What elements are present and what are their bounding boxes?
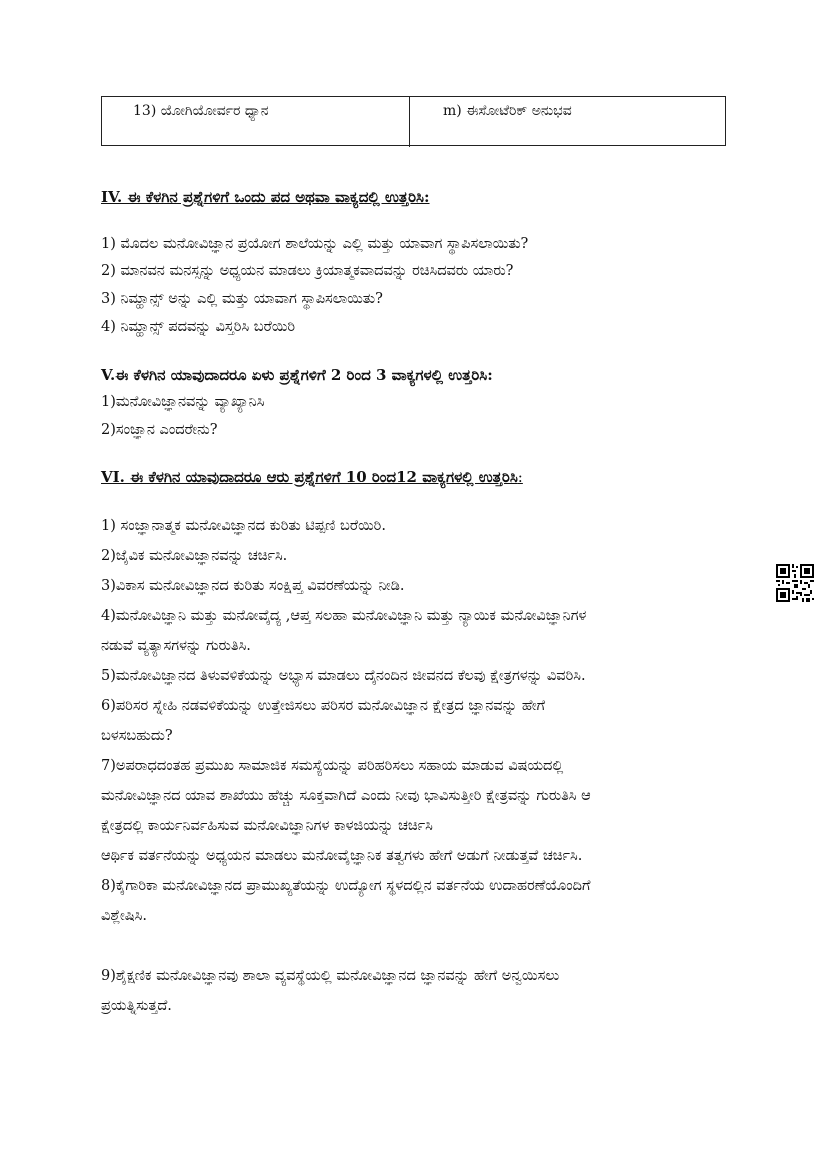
section-vi-heading <box>101 468 523 486</box>
section-iv-question: 4) ನಿಮ್ಹಾನ್ಸ್ ಪದವನ್ನು ವಿಸ್ತರಿಸಿ ಬರೆಯಿರಿ <box>101 319 296 335</box>
section-vi-line: 2)ಜೈವಿಕ ಮನೋವಿಜ್ಞಾನವನ್ನು ಚರ್ಚಿಸಿ. <box>101 548 288 564</box>
section-iv-question: 2) ಮಾನವನ ಮನಸ್ಸನ್ನು ಅಧ್ಯಯನ ಮಾಡಲು ಕ್ರಿಯಾತ್ಮಕವಾದವನ್ನು ರಚಿಸಿದವರು ಯಾರು? <box>101 263 514 279</box>
section-vi-heading-text: VI. ಈ ಕೆಳಗಿನ ಯಾವುದಾದರೂ ಆರು ಪ್ರಶ್ನೆಗಳಿಗೆ 10 ರಿಂದ12 ವಾಕ್ಯಗಳಲ್ಲಿ ಉತ್ತರಿಸಿ <box>101 468 518 486</box>
section-vi-line: 1) ಸಂಜ್ಞಾನಾತ್ಮಕ ಮನೋವಿಜ್ಞಾನದ ಕುರಿತು ಟಿಪ್ಪಣಿ ಬರೆಯಿರಿ. <box>101 518 386 534</box>
section-v-question: 1)ಮನೋವಿಜ್ಞಾನವನ್ನು ವ್ಯಾಖ್ಯಾನಿಸಿ <box>101 394 265 410</box>
section-vi-line: 9)ಶೈಕ್ಷಣಿಕ ಮನೋವಿಜ್ಞಾನವು ಶಾಲಾ ವ್ಯವಸ್ಥೆಯಲ್ಲಿ ಮನೋವಿಜ್ಞಾನದ ಜ್ಞಾನವನ್ನು ಹೇಗೆ ಅನ್ವಯಿಸಲು <box>101 968 560 984</box>
section-vi-line: ಮನೋವಿಜ್ಞಾನದ ಯಾವ ಶಾಖೆಯು ಹೆಚ್ಚು ಸೂಕ್ತವಾಗಿದೆ ಎಂದು ನೀವು ಭಾವಿಸುತ್ತೀರಿ ಕ್ಷೇತ್ರವನ್ನು ಗುರುತಿಸಿ ಆ <box>101 788 591 804</box>
section-vi-line: 8)ಕೈಗಾರಿಕಾ ಮನೋವಿಜ್ಞಾನದ ಪ್ರಾಮುಖ್ಯತೆಯನ್ನು ಉದ್ಯೋಗ ಸ್ಥಳದಲ್ಲಿನ ವರ್ತನೆಯ ಉದಾಹರಣೆಯೊಂದಿಗೆ <box>101 878 591 894</box>
match-table-right-cell: m) ಈಸೋಟೆರಿಕ್ ಅನುಭವ <box>443 103 572 119</box>
section-vi-line: 3)ವಿಕಾಸ ಮನೋವಿಜ್ಞಾನದ ಕುರಿತು ಸಂಕ್ಷಿಪ್ತ ವಿವರಣೆಯನ್ನು ನೀಡಿ. <box>101 578 405 594</box>
section-vi-line: 4)ಮನೋವಿಜ್ಞಾನಿ ಮತ್ತು ಮನೋವೈದ್ಯ ,ಆಪ್ತ ಸಲಹಾ ಮನೋವಿಜ್ಞಾನಿ ಮತ್ತು ನ್ಯಾಯಿಕ ಮನೋವಿಜ್ಞಾನಿಗಳ <box>101 608 587 624</box>
section-vi-line: 6)ಪರಿಸರ ಸ್ನೇಹಿ ನಡವಳಿಕೆಯನ್ನು ಉತ್ತೇಜಿಸಲು ಪರಿಸರ ಮನೋವಿಜ್ಞಾನ ಕ್ಷೇತ್ರದ ಜ್ಞಾನವನ್ನು ಹೇಗೆ <box>101 698 546 714</box>
match-table <box>101 96 726 146</box>
section-vi-line: ವಿಶ್ಲೇಷಿಸಿ. <box>101 908 147 924</box>
section-vi-line: ಬಳಸಬಹುದು? <box>101 728 173 744</box>
qr-code-icon <box>776 564 814 602</box>
section-v-heading: V.ಈ ಕೆಳಗಿನ ಯಾವುದಾದರೂ ಏಳು ಪ್ರಶ್ನೆಗಳಿಗೆ 2 ರಿಂದ 3 ವಾಕ್ಯಗಳಲ್ಲಿ ಉತ್ತರಿಸಿ: <box>101 366 493 384</box>
section-vi-line: ನಡುವೆ ವ್ಯತ್ಯಾಸಗಳನ್ನು ಗುರುತಿಸಿ. <box>101 638 251 654</box>
section-vi-line: ಆರ್ಥಿಕ ವರ್ತನೆಯನ್ನು ಅಧ್ಯಯನ ಮಾಡಲು ಮನೋವೈಜ್ಞಾನಿಕ ತತ್ವಗಳು ಹೇಗೆ ಅಡುಗೆ ನೀಡುತ್ತವೆ ಚರ್ಚಿಸಿ. <box>101 848 583 864</box>
section-vi-line: ಕ್ಷೇತ್ರದಲ್ಲಿ ಕಾರ್ಯನಿರ್ವಹಿಸುವ ಮನೋವಿಜ್ಞಾನಿಗಳ ಕಾಳಜಿಯನ್ನು ಚರ್ಚಿಸಿ <box>101 818 433 834</box>
match-table-left-cell: 13) ಯೋಗಿಯೋರ್ವರ ಧ್ಯಾನ <box>102 97 410 147</box>
section-vi-line: 5)ಮನೋವಿಜ್ಞಾನದ ತಿಳುವಳಿಕೆಯನ್ನು ಅಭ್ಯಾಸ ಮಾಡಲು ದೈನಂದಿನ ಜೀವನದ ಕೆಲವು ಕ್ಷೇತ್ರಗಳನ್ನು ವಿವರಿಸಿ. <box>101 668 586 684</box>
section-iv-question: 3) ನಿಮ್ಹಾನ್ಸ್ ಅನ್ನು ಎಲ್ಲಿ ಮತ್ತು ಯಾವಾಗ ಸ್ಥಾಪಿಸಲಾಯಿತು? <box>101 291 383 307</box>
section-iv-question: 1) ಮೊದಲ ಮನೋವಿಜ್ಞಾನ ಪ್ರಯೋಗ ಶಾಲೆಯನ್ನು ಎಲ್ಲಿ ಮತ್ತು ಯಾವಾಗ ಸ್ಥಾಪಿಸಲಾಯಿತು? <box>101 236 529 252</box>
section-vi-line: ಪ್ರಯತ್ನಿಸುತ್ತದೆ. <box>101 998 172 1014</box>
section-vi-heading-suffix: : <box>517 468 523 486</box>
section-iv-heading: IV. ಈ ಕೆಳಗಿನ ಪ್ರಶ್ನೆಗಳಿಗೆ ಒಂದು ಪದ ಅಥವಾ ವಾಕ್ಯದಲ್ಲಿ ಉತ್ತರಿಸಿ: <box>101 188 430 206</box>
section-v-question: 2)ಸಂಜ್ಞಾನ ಎಂದರೇನು? <box>101 422 218 438</box>
section-vi-line: 7)ಅಪರಾಧದಂತಹ ಪ್ರಮುಖ ಸಾಮಾಜಿಕ ಸಮಸ್ಯೆಯನ್ನು ಪರಿಹರಿಸಲು ಸಹಾಯ ಮಾಡುವ ವಿಷಯದಲ್ಲಿ <box>101 758 564 774</box>
